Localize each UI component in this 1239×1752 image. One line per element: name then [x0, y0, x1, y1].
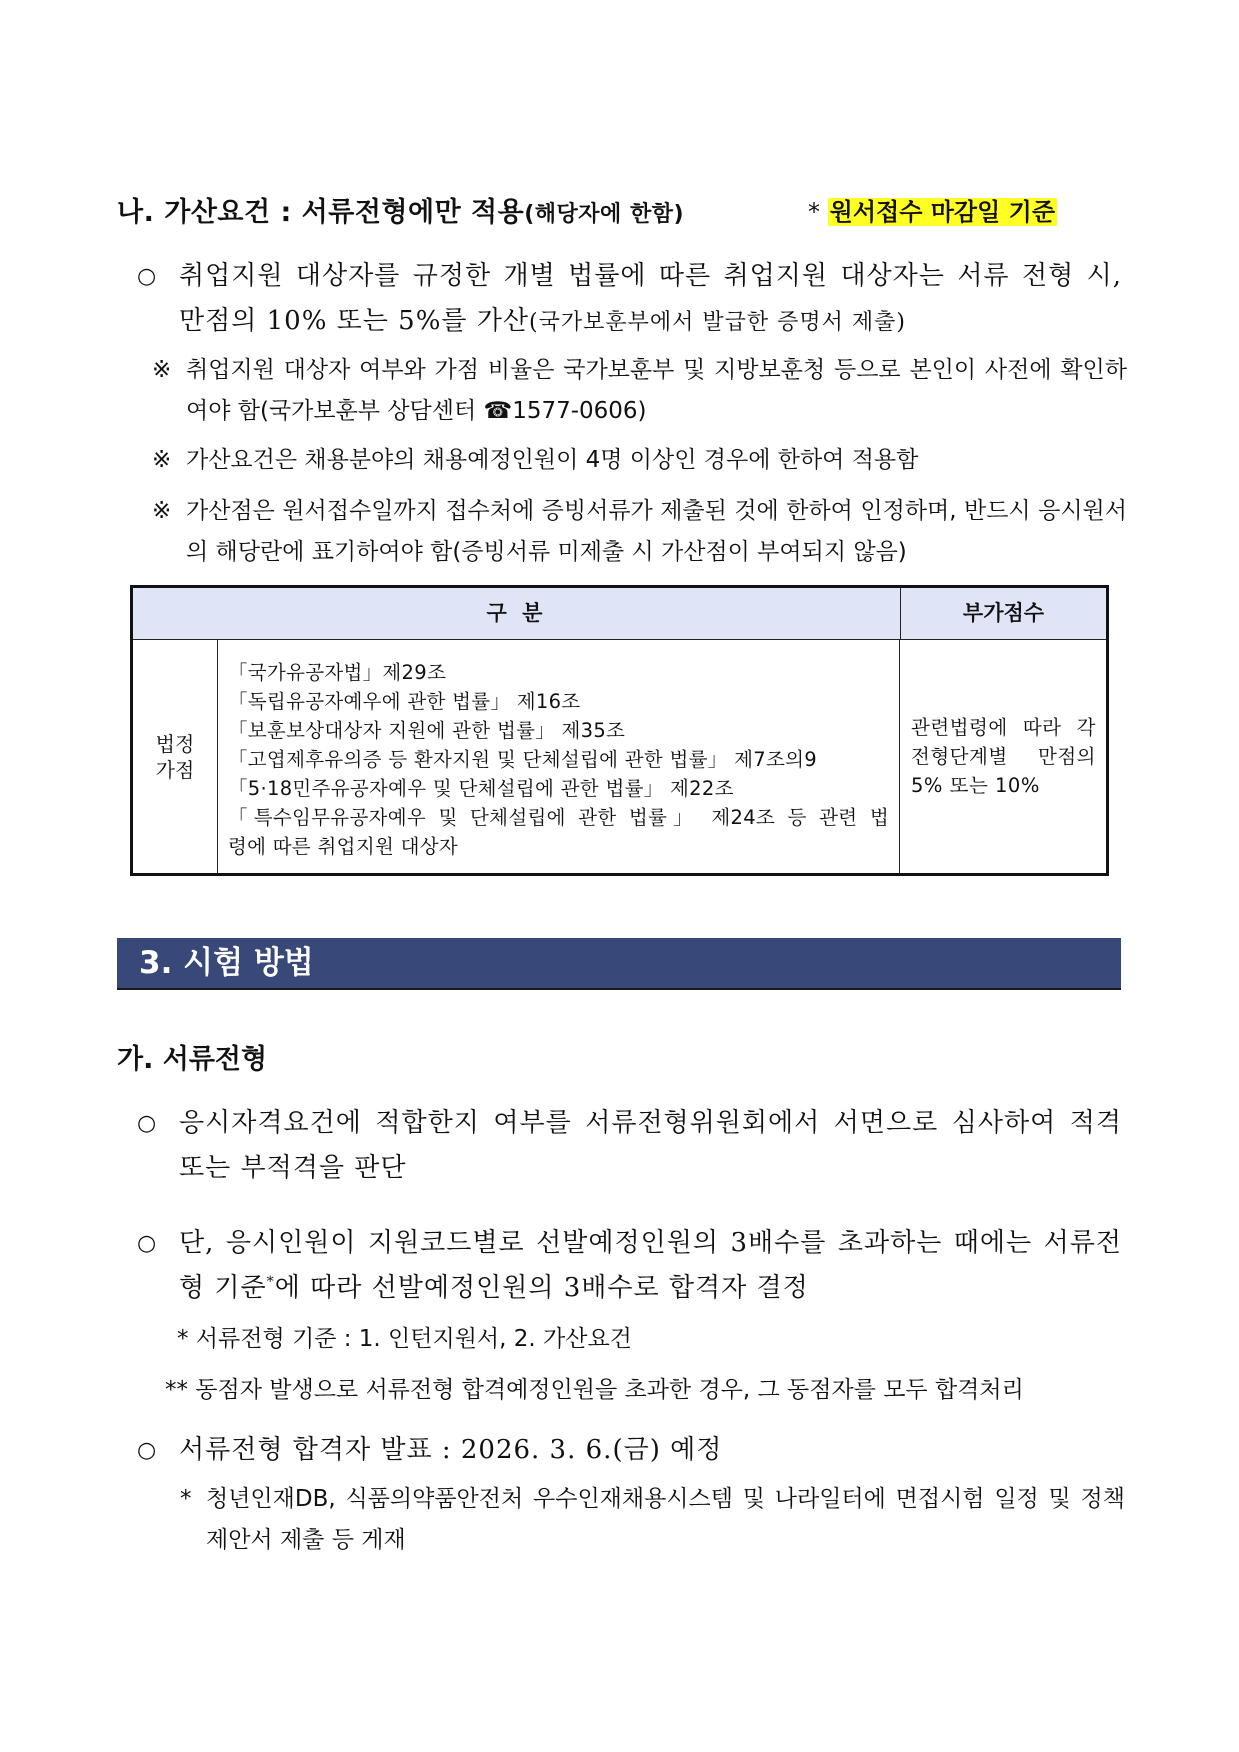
announcement-text: 서류전형 합격자 발표 : 2026. 3. 6.(금) 예정 — [179, 1435, 723, 1465]
reference-note-text: 가산요건은 채용분야의 채용예정인원이 4명 이상인 경우에 한하여 적용함 — [186, 447, 919, 473]
reference-mark-icon: ※ — [152, 498, 172, 524]
law-item: 령에 따른 취업지원 대상자 — [228, 835, 459, 858]
subsection-heading-document-screening: 가. 서류전형 — [117, 1044, 268, 1075]
bullet-circle-icon: ○ — [137, 1231, 158, 1256]
bonus-description: 관련법령에 따라 각 전형단계별 만점의 5% 또는 10% — [911, 716, 1096, 797]
reference-note-text: 가산점은 원서접수일까지 접수처에 증빙서류가 제출된 것에 한하여 인정하며, 반드시 응시원서의 해당란에 표기하여야 함(증빙서류 미제출 시 가산점이 부여되지 않음) — [186, 498, 1127, 565]
screening-bullet-text: 응시자격요건에 적합한지 여부를 서류전형위원회에서 서면으로 심사하여 적격 또는 부적격을 판단 — [179, 1108, 1122, 1183]
section-title-bar — [117, 938, 1121, 990]
law-item: 「5·18민주유공자예우 및 단체설립에 관한 법률」 제22조 — [228, 777, 734, 800]
bonus-bullet-paren: (국가보훈부에서 발급한 증명서 제출) — [529, 310, 906, 335]
reference-note-documents — [152, 491, 1127, 573]
bonus-points-table — [130, 585, 1109, 876]
table-header-bonus: 부가점수 — [962, 601, 1045, 625]
deadline-note-asterisk: * — [808, 198, 828, 226]
reference-mark-icon: ※ — [152, 357, 172, 383]
table-header-row — [133, 588, 1106, 640]
table-header-category: 구 분 — [133, 588, 901, 639]
table-cell-bonus — [901, 640, 1106, 873]
law-item: 「독립유공자예우에 관한 법률」 제16조 — [228, 690, 581, 713]
phone-icon: ☎ — [483, 398, 513, 424]
reference-note-headcount — [152, 440, 1127, 481]
footnote-ties: ** 동점자 발생으로 서류전형 합격예정인원을 초과한 경우, 그 동점자를 모두 합격처리 — [165, 1377, 1024, 1403]
law-item: 「특수임무유공자예우 및 단체설립에 관한 법률」 제24조 등 관련 법 — [228, 806, 889, 829]
section-title: 3. 시험 방법 — [139, 945, 314, 981]
law-item: 「보훈보상대상자 지원에 관한 법률」 제35조 — [228, 719, 626, 742]
screening-bullet-review — [137, 1101, 1122, 1191]
footnote-criteria: * 서류전형 기준 : 1. 인턴지원서, 2. 가산요건 — [177, 1326, 632, 1352]
category-line: 법정 — [155, 731, 195, 756]
deadline-note — [808, 192, 1057, 227]
subsection-heading-main: 나. 가산요건 : 서류전형에만 적용 — [117, 197, 525, 228]
law-item: 「고엽제후유의증 등 환자지원 및 단체설립에 관한 법률」 제7조의9 — [228, 748, 817, 771]
reference-note-text: 취업지원 대상자 여부와 가점 비율은 국가보훈부 및 지방보훈청 등으로 본인이 사전에 확인하여야 함(국가보훈부 상담센터 — [186, 357, 1127, 424]
subsection-heading-paren: (해당자에 한함) — [524, 202, 685, 227]
law-item: 「국가유공자법」제29조 — [228, 661, 447, 684]
reference-note-eligibility — [152, 350, 1127, 432]
phone-number: 1577-0606) — [512, 398, 647, 424]
bullet-circle-icon: ○ — [137, 264, 158, 289]
deadline-note-highlight: 원서접수 마감일 기준 — [829, 198, 1056, 226]
table-cell-category — [133, 640, 218, 873]
screening-bullet-announcement — [137, 1428, 1122, 1473]
footnote-asterisk: * — [180, 1486, 192, 1512]
footnote-marker: * — [266, 1274, 275, 1290]
screening-bullet-ratio — [137, 1221, 1122, 1311]
screening-bullet-text: 단, 응시인원이 지원코드별로 선발예정인원의 3배수를 초과하는 때에는 서류전형 기준 — [179, 1228, 1122, 1303]
table-cell-laws — [218, 640, 900, 873]
bonus-bullet-paragraph — [137, 254, 1122, 345]
bullet-circle-icon: ○ — [137, 1111, 158, 1136]
screening-bullet-text-cont: 에 따라 선발예정인원의 3배수로 합격자 결정 — [274, 1273, 809, 1303]
category-line: 가점 — [155, 757, 195, 782]
bullet-circle-icon: ○ — [137, 1438, 158, 1463]
reference-mark-icon: ※ — [152, 447, 172, 473]
subsection-heading-bonus — [117, 190, 684, 229]
table-row — [133, 640, 1106, 873]
footnote-posting — [180, 1479, 1125, 1561]
footnote-posting-text: 청년인재DB, 식품의약품안전처 우수인재채용시스템 및 나라일터에 면접시험 일정 및 정책제안서 제출 등 게재 — [206, 1486, 1125, 1553]
bonus-bullet-text: 취업지원 대상자를 규정한 개별 법률에 따른 취업지원 대상자는 서류 전형 시, 만점의 10% 또는 5%를 가산 — [179, 261, 1122, 336]
